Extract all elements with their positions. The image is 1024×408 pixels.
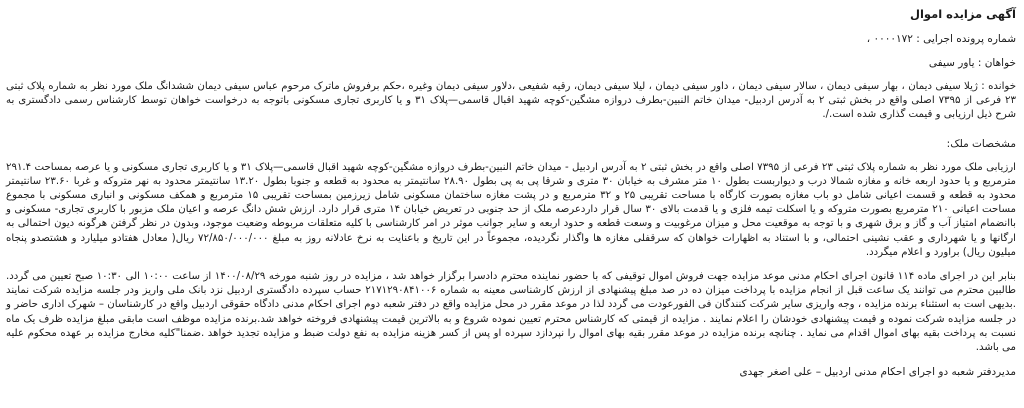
- auction-notice-document: [6, 4, 1016, 379]
- property-specs-paragraph: ارزیابی ملک مورد نظر به شماره پلاک ثبتی ۲۳ فرعی از ۷۳۹۵ اصلی واقع در بخش ثبتی ۲ به آدرس اردبیل - میدان خاتم النبین-بطرف دروازه مشگین-کوچه شهید اقبال قاسمی—پلاک ۳۱ و یا کاربری تجاری مسکونی و یا عرصه بمساحت ۲۹۱.۴ مترمربع و یا حدود اربعه خانه و مغازه شمالا درب و دیواربست بطول ۱۰ متر مشرف به خیابان ۳۰ متری و شرقا پی به پی بطول ۲۸.۹۰ سانتیمتر به محدود به قطعه و جنوبا بطول ۱۳.۲۰ سانتیمتر محدود به نهر متروکه و غربا ۲۳.۶۰ سانتیمتر محدود به قطعه و قسمت اعیانی شامل دو باب مغازه بصورت کارگاه با مساحت تقریبی ۲۵ و ۳۲ مترمربع و در پشت مغازه ساختمان مسکونی شامل زیرزمین بمساحت تقریبی ۱۵ مترمربع و همکف مسکونی و انباری مسکونی با مجموع مساحت اعیانی ۲۱۰ مترمربع بصورت متروکه و یا اسکلت تیمه فلزی و یا قدمت بالای ۳۰ سال قرار داردعرصه ملک از حد جنوبی در تعریض خیابان ۱۴ متری قرار دارد. ارزش شش دانگ عرصه و اعیان ملک مزبور با کاربری تجاری- مسکونی و باانضمام امتیاز آب و گاز و برق شهری و با توجه به موقعیت محل و میزان مرغوبیت و وسعت قطعه و حدود اربعه و سایر جوانب موثر در امر کارشناسی با کلیه متعلقات مربوطه وضعیت موجود، وبدون در نظر گرفتن هرگونه دیون احتمالی به ارگانها و یا شهرداری و عقب نشینی احتمالی، و با استناد به اظهارات خواهان که سرقفلی مغازه ها واگذار نگردیده، مجموعاً در این تاریخ و باعنایت به نرخ عادلانه روز به مبلغ ۷۲/۸۵۰/۰۰۰/۰۰۰ ریال( معادل هفتادو میلیارد و هشتصدو پنجاه میلیون ریال) براورد و اعلام میگردد.: [6, 161, 1017, 258]
- case-number: شماره پرونده اجرایی : ۰۰۰۰۱۷۲ ،: [866, 33, 1016, 45]
- auction-terms-paragraph: بنابر این در اجرای ماده ۱۱۴ قانون اجرای احکام مدنی موعد مزایده جهت فروش اموال توقیفی که با حضور نماینده محترم دادسرا برگزار خواهد شد ، مزایده در روز شنبه مورخه ۱۴۰۰/۰۸/۲۹ از ساعت ۱۰:۰۰ الی ۱۰:۳۰ صبح تعیین می گردد. طالبین محترم می توانند یک ساعت قبل از انجام مزایده با پرداخت میزان ده در صد مبلغ پیشنهادی از ارزش کارشناسی معینه به شماره ۲۱۷۱۲۹۰۸۴۱۰۰۶ حساب سپرده دادگستری اردبیل نزد بانک ملی واریز ودر جلسه مزایده شرکت نمایند .بدیهی است به استثناء برنده مزایده ، وجه واریزی سایر شرکت کنندگان فی الفورعودت می گردد لذا در موعد مقرر در محل مزایده واقع در دفتر شعبه دوم اجرای احکام مدنی دادگاه حقوقی اردبیل واقع در کارشناسان – شهرک اداری حاضر و در جلسه مزایده شرکت نموده و قیمت پیشنهادی خودشان را اعلام نمایند . مزایده از قیمتی که کارشناس محترم تعیین نموده شروع و به بالاترین قیمت پیشنهادی فروخته خواهد شد.برنده مزایده موظف است مابقی مبلغ مزایده ظرف یک ماه نسبت به پرداخت بقیه بهای اموال اقدام می نماید . چنانچه برنده مزایده در موعد مقرر بقیه بهای اموال را نپردازد سپرده او پس از کسر هزینه مزایده به نفع دولت ضبط و مزایده تجدید خواهد .ضمنا"کلیه مخارج مزایده بر عهده محکوم علیه می باشد.: [6, 271, 1017, 354]
- notice-title: آگهی مزایده اموال: [909, 7, 1016, 21]
- petitioner: خواهان : یاور سیفی: [928, 57, 1016, 69]
- specs-heading: مشخصات ملک:: [946, 137, 1016, 150]
- signature-line: مدیردفتر شعبه دو اجرای احکام مدنی اردبیل – علی اصغر جهدی: [739, 366, 1016, 379]
- respondents-paragraph: خوانده : ژیلا سیفی دیمان ، بهار سیفی دیمان ، سالار سیفی دیمان ، داور سیفی دیمان ، لیلا سیفی دیمان، رقیه شفیعی ،دلاور سیفی دیمان وغیره ،حکم برفروش ماترک مرحوم عباس سیفی دیمان ششدانگ ملک مورد نظر به شماره پلاک ثبتی ۲۳ فرعی از ۷۳۹۵ اصلی واقع در بخش ثبتی ۲ به آدرس اردبیل- میدان خاتم النبین-بطرف دروازه مشگین-کوچه شهید اقبال قاسمی—پلاک ۳۱ و یا کاربری تجاری مسکونی باتوجه به درخواست خواهان توسط کارشناس رسمی دادگستری به شرح ذیل ارزیابی و قیمت گذاری شده است./.: [6, 81, 1016, 121]
